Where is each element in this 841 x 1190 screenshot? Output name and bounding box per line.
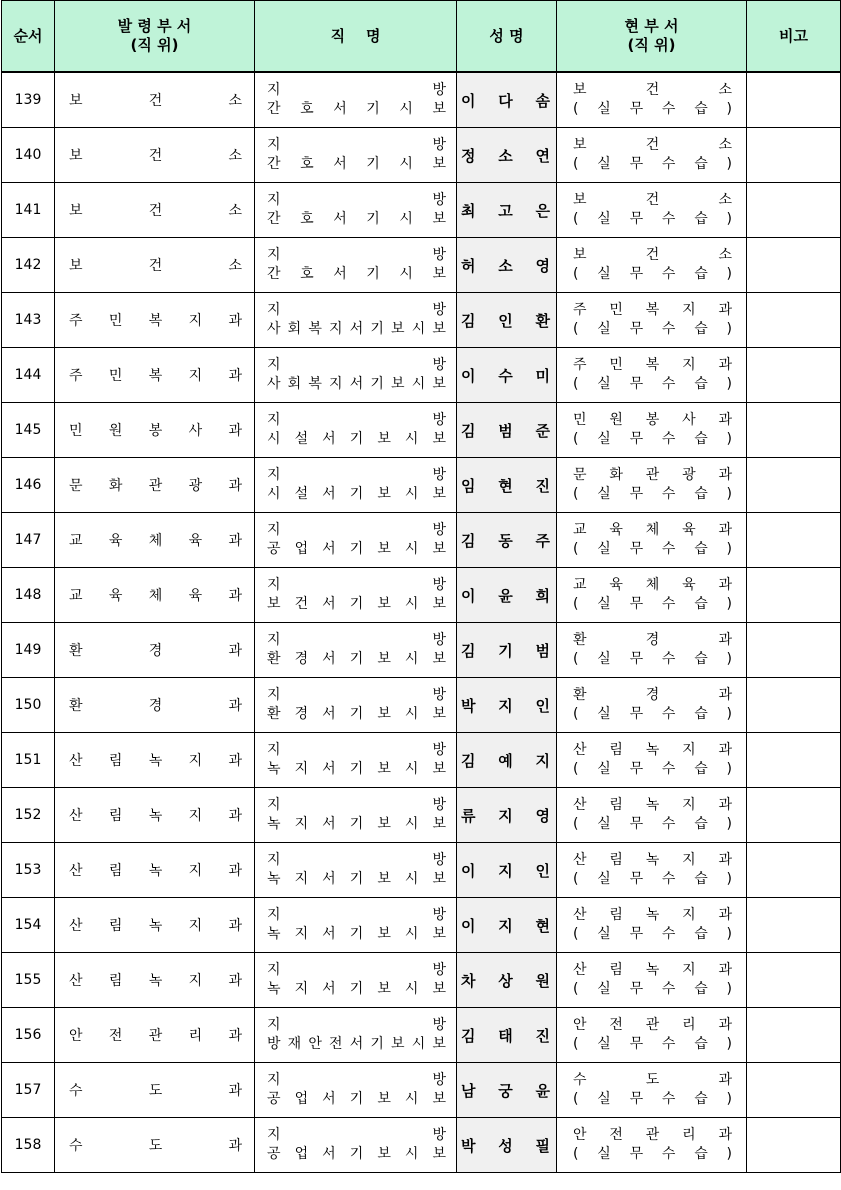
position-title-line1: 지 방 [267, 962, 446, 978]
position-title-line2: 녹 지 서 기 보 시 보 [267, 816, 446, 832]
current-dept-line2: ( 실 무 수 습 ) [573, 596, 732, 612]
person-name [457, 72, 557, 128]
note-cell [747, 348, 841, 403]
position-title [255, 458, 457, 513]
person-name-text: 김 예 지 [461, 751, 550, 770]
current-dept [557, 403, 747, 458]
row-number-text: 140 [14, 147, 42, 163]
note-cell [747, 293, 841, 348]
position-title [255, 238, 457, 293]
table-body [2, 72, 841, 1173]
table-row [2, 293, 841, 348]
position-title-line2: 녹 지 서 기 보 시 보 [267, 761, 446, 777]
note-cell [747, 788, 841, 843]
person-name [457, 293, 557, 348]
issuing-dept-text: 안 전 관 리 과 [69, 1028, 242, 1044]
row-number [2, 1118, 55, 1173]
issuing-dept [55, 733, 255, 788]
row-number [2, 1063, 55, 1118]
row-number [2, 293, 55, 348]
header-name: 성 명 [457, 1, 557, 73]
issuing-dept [55, 72, 255, 128]
note-cell [747, 568, 841, 623]
current-dept-line1: 안 전 관 리 과 [573, 1017, 732, 1033]
header-order: 순서 [2, 1, 55, 73]
position-title-line1: 지 방 [267, 577, 446, 593]
current-dept [557, 678, 747, 733]
row-number-text: 158 [14, 1137, 42, 1153]
current-dept-line2: ( 실 무 수 습 ) [573, 541, 732, 557]
issuing-dept-text: 보 건 소 [69, 93, 242, 109]
row-number [2, 183, 55, 238]
table-row [2, 733, 841, 788]
current-dept [557, 238, 747, 293]
issuing-dept [55, 183, 255, 238]
position-title [255, 623, 457, 678]
position-title-line1: 지 방 [267, 852, 446, 868]
current-dept-line1: 교 육 체 육 과 [573, 577, 732, 593]
current-dept [557, 1008, 747, 1063]
table-row [2, 1118, 841, 1173]
position-title [255, 1008, 457, 1063]
issuing-dept [55, 623, 255, 678]
position-title-line2: 간 호 서 기 시 보 [267, 101, 446, 117]
issuing-dept [55, 458, 255, 513]
row-number-text: 156 [14, 1027, 42, 1043]
row-number-text: 148 [14, 587, 42, 603]
position-title [255, 1118, 457, 1173]
row-number [2, 1008, 55, 1063]
current-dept-line1: 산 림 녹 지 과 [573, 852, 732, 868]
person-name-text: 정 소 연 [461, 146, 550, 165]
position-title-line2: 사 회 복 지 서 기 보 시 보 [267, 376, 446, 392]
position-title-line2: 시 설 서 기 보 시 보 [267, 431, 446, 447]
person-name-text: 최 고 은 [461, 201, 550, 220]
issuing-dept-text: 산 림 녹 지 과 [69, 753, 242, 769]
person-name-text: 이 수 미 [461, 366, 550, 385]
position-title-line1: 지 방 [267, 82, 446, 98]
position-title-line2: 보 건 서 기 보 시 보 [267, 596, 446, 612]
table-row [2, 403, 841, 458]
current-dept-line1: 민 원 봉 사 과 [573, 412, 732, 428]
current-dept [557, 788, 747, 843]
position-title [255, 403, 457, 458]
position-title-line1: 지 방 [267, 137, 446, 153]
current-dept [557, 183, 747, 238]
row-number-text: 151 [14, 752, 42, 768]
position-title-line1: 지 방 [267, 1072, 446, 1088]
row-number-text: 144 [14, 367, 42, 383]
issuing-dept [55, 238, 255, 293]
issuing-dept [55, 293, 255, 348]
person-name [457, 1118, 557, 1173]
current-dept [557, 898, 747, 953]
note-cell [747, 1118, 841, 1173]
person-name [457, 1008, 557, 1063]
row-number [2, 623, 55, 678]
person-name [457, 403, 557, 458]
header-position: 직 명 [255, 1, 457, 73]
position-title-line1: 지 방 [267, 192, 446, 208]
row-number-text: 155 [14, 972, 42, 988]
position-title [255, 733, 457, 788]
row-number [2, 568, 55, 623]
current-dept [557, 458, 747, 513]
position-title-line2: 시 설 서 기 보 시 보 [267, 486, 446, 502]
row-number [2, 898, 55, 953]
position-title-line1: 지 방 [267, 412, 446, 428]
issuing-dept-text: 문 화 관 광 과 [69, 478, 242, 494]
current-dept [557, 1118, 747, 1173]
row-number [2, 72, 55, 128]
current-dept [557, 128, 747, 183]
issuing-dept-text: 수 도 과 [69, 1138, 242, 1154]
current-dept-line1: 보 건 소 [573, 247, 732, 263]
position-title-line2: 환 경 서 기 보 시 보 [267, 651, 446, 667]
person-name-text: 김 기 범 [461, 641, 550, 660]
issuing-dept [55, 843, 255, 898]
current-dept-line2: ( 실 무 수 습 ) [573, 871, 732, 887]
current-dept-line1: 주 민 복 지 과 [573, 302, 732, 318]
current-dept-line1: 문 화 관 광 과 [573, 467, 732, 483]
row-number-text: 150 [14, 697, 42, 713]
note-cell [747, 458, 841, 513]
table-row [2, 348, 841, 403]
issuing-dept-text: 교 육 체 육 과 [69, 533, 242, 549]
row-number-text: 154 [14, 917, 42, 933]
position-title-line1: 지 방 [267, 522, 446, 538]
row-number [2, 953, 55, 1008]
issuing-dept [55, 348, 255, 403]
position-title [255, 513, 457, 568]
issuing-dept-text: 보 건 소 [69, 203, 242, 219]
current-dept-line2: ( 실 무 수 습 ) [573, 651, 732, 667]
position-title-line2: 공 업 서 기 보 시 보 [267, 1146, 446, 1162]
position-title [255, 183, 457, 238]
position-title-line1: 지 방 [267, 247, 446, 263]
table-row [2, 678, 841, 733]
current-dept [557, 733, 747, 788]
current-dept-line2: ( 실 무 수 습 ) [573, 321, 732, 337]
current-dept-line2: ( 실 무 수 습 ) [573, 981, 732, 997]
person-name [457, 788, 557, 843]
position-title-line2: 녹 지 서 기 보 시 보 [267, 981, 446, 997]
person-name [457, 183, 557, 238]
row-number-text: 143 [14, 312, 42, 328]
position-title-line2: 녹 지 서 기 보 시 보 [267, 871, 446, 887]
current-dept-line1: 산 림 녹 지 과 [573, 907, 732, 923]
person-name-text: 차 상 원 [461, 971, 550, 990]
person-name-text: 김 인 환 [461, 311, 550, 330]
table-row [2, 1008, 841, 1063]
row-number-text: 141 [14, 202, 42, 218]
current-dept-line2: ( 실 무 수 습 ) [573, 1036, 732, 1052]
table-row [2, 898, 841, 953]
current-dept-line2: ( 실 무 수 습 ) [573, 1146, 732, 1162]
current-dept-line2: ( 실 무 수 습 ) [573, 816, 732, 832]
position-title-line1: 지 방 [267, 632, 446, 648]
note-cell [747, 403, 841, 458]
current-dept-line2: ( 실 무 수 습 ) [573, 266, 732, 282]
current-dept-line2: ( 실 무 수 습 ) [573, 211, 732, 227]
note-cell [747, 623, 841, 678]
issuing-dept [55, 513, 255, 568]
note-cell [747, 1008, 841, 1063]
position-title [255, 293, 457, 348]
current-dept [557, 568, 747, 623]
current-dept [557, 72, 747, 128]
row-number [2, 678, 55, 733]
person-name [457, 898, 557, 953]
issuing-dept-text: 보 건 소 [69, 148, 242, 164]
issuing-dept-text: 산 림 녹 지 과 [69, 863, 242, 879]
issuing-dept-text: 주 민 복 지 과 [69, 313, 242, 329]
position-title [255, 678, 457, 733]
header-row [2, 1, 841, 73]
note-cell [747, 898, 841, 953]
position-title-line1: 지 방 [267, 1017, 446, 1033]
position-title-line2: 간 호 서 기 시 보 [267, 211, 446, 227]
position-title [255, 788, 457, 843]
current-dept [557, 293, 747, 348]
person-name [457, 128, 557, 183]
current-dept-line1: 보 건 소 [573, 192, 732, 208]
position-title [255, 1063, 457, 1118]
row-number-text: 152 [14, 807, 42, 823]
position-title [255, 568, 457, 623]
current-dept [557, 348, 747, 403]
person-name [457, 953, 557, 1008]
person-name [457, 238, 557, 293]
row-number [2, 513, 55, 568]
table-row [2, 568, 841, 623]
position-title [255, 72, 457, 128]
current-dept-line2: ( 실 무 수 습 ) [573, 926, 732, 942]
current-dept-line1: 산 림 녹 지 과 [573, 742, 732, 758]
current-dept-line2: ( 실 무 수 습 ) [573, 1091, 732, 1107]
current-dept-line2: ( 실 무 수 습 ) [573, 101, 732, 117]
issuing-dept-text: 민 원 봉 사 과 [69, 423, 242, 439]
current-dept-line1: 보 건 소 [573, 82, 732, 98]
table-row [2, 1063, 841, 1118]
table-row [2, 238, 841, 293]
position-title [255, 953, 457, 1008]
person-name [457, 568, 557, 623]
current-dept-line1: 보 건 소 [573, 137, 732, 153]
current-dept [557, 513, 747, 568]
person-name-text: 이 다 솜 [461, 91, 550, 110]
person-name [457, 733, 557, 788]
table-row [2, 788, 841, 843]
table-row [2, 72, 841, 128]
appointment-table [1, 0, 841, 1173]
position-title-line2: 공 업 서 기 보 시 보 [267, 1091, 446, 1107]
issuing-dept [55, 128, 255, 183]
person-name-text: 김 태 진 [461, 1026, 550, 1045]
issuing-dept [55, 1063, 255, 1118]
person-name [457, 458, 557, 513]
position-title-line2: 환 경 서 기 보 시 보 [267, 706, 446, 722]
issuing-dept [55, 953, 255, 1008]
current-dept-line1: 산 림 녹 지 과 [573, 962, 732, 978]
note-cell [747, 678, 841, 733]
row-number [2, 238, 55, 293]
person-name [457, 843, 557, 898]
current-dept [557, 953, 747, 1008]
row-number-text: 147 [14, 532, 42, 548]
issuing-dept-text: 주 민 복 지 과 [69, 368, 242, 384]
person-name [457, 513, 557, 568]
person-name-text: 허 소 영 [461, 256, 550, 275]
note-cell [747, 513, 841, 568]
note-cell [747, 183, 841, 238]
position-title-line1: 지 방 [267, 687, 446, 703]
position-title [255, 128, 457, 183]
issuing-dept-text: 교 육 체 육 과 [69, 588, 242, 604]
row-number [2, 403, 55, 458]
issuing-dept-text: 수 도 과 [69, 1083, 242, 1099]
current-dept-line2: ( 실 무 수 습 ) [573, 376, 732, 392]
position-title-line2: 간 호 서 기 시 보 [267, 266, 446, 282]
position-title-line1: 지 방 [267, 797, 446, 813]
row-number-text: 153 [14, 862, 42, 878]
issuing-dept [55, 898, 255, 953]
row-number [2, 348, 55, 403]
header-issuing-dept: 발 령 부 서 (직 위) [55, 1, 255, 73]
issuing-dept-text: 보 건 소 [69, 258, 242, 274]
position-title-line1: 지 방 [267, 357, 446, 373]
position-title-line1: 지 방 [267, 742, 446, 758]
current-dept-line1: 산 림 녹 지 과 [573, 797, 732, 813]
header-note: 비고 [747, 1, 841, 73]
table-row [2, 458, 841, 513]
current-dept-line2: ( 실 무 수 습 ) [573, 706, 732, 722]
row-number [2, 128, 55, 183]
issuing-dept-text: 산 림 녹 지 과 [69, 973, 242, 989]
position-title [255, 843, 457, 898]
person-name-text: 김 범 준 [461, 421, 550, 440]
person-name-text: 박 성 필 [461, 1136, 550, 1155]
position-title-line1: 지 방 [267, 302, 446, 318]
row-number-text: 145 [14, 422, 42, 438]
current-dept-line1: 환 경 과 [573, 632, 732, 648]
issuing-dept [55, 1008, 255, 1063]
current-dept [557, 623, 747, 678]
table-row [2, 128, 841, 183]
table-row [2, 843, 841, 898]
current-dept-line1: 수 도 과 [573, 1072, 732, 1088]
position-title [255, 348, 457, 403]
position-title-line2: 사 회 복 지 서 기 보 시 보 [267, 321, 446, 337]
row-number-text: 157 [14, 1082, 42, 1098]
person-name [457, 678, 557, 733]
position-title-line1: 지 방 [267, 1127, 446, 1143]
position-title-line1: 지 방 [267, 467, 446, 483]
current-dept-line2: ( 실 무 수 습 ) [573, 156, 732, 172]
current-dept [557, 1063, 747, 1118]
current-dept-line1: 교 육 체 육 과 [573, 522, 732, 538]
current-dept-line1: 주 민 복 지 과 [573, 357, 732, 373]
person-name [457, 348, 557, 403]
person-name-text: 이 지 현 [461, 916, 550, 935]
issuing-dept [55, 403, 255, 458]
person-name-text: 이 윤 희 [461, 586, 550, 605]
position-title-line2: 공 업 서 기 보 시 보 [267, 541, 446, 557]
issuing-dept-text: 산 림 녹 지 과 [69, 808, 242, 824]
person-name [457, 623, 557, 678]
table-row [2, 623, 841, 678]
note-cell [747, 1063, 841, 1118]
note-cell [747, 238, 841, 293]
person-name-text: 류 지 영 [461, 806, 550, 825]
row-number-text: 146 [14, 477, 42, 493]
note-cell [747, 72, 841, 128]
current-dept-line1: 환 경 과 [573, 687, 732, 703]
issuing-dept [55, 788, 255, 843]
note-cell [747, 128, 841, 183]
issuing-dept [55, 1118, 255, 1173]
current-dept [557, 843, 747, 898]
row-number [2, 843, 55, 898]
row-number-text: 142 [14, 257, 42, 273]
position-title [255, 898, 457, 953]
position-title-line2: 방 재 안 전 서 기 보 시 보 [267, 1036, 446, 1052]
person-name-text: 이 지 인 [461, 861, 550, 880]
current-dept-line2: ( 실 무 수 습 ) [573, 486, 732, 502]
table-row [2, 513, 841, 568]
person-name-text: 임 현 진 [461, 476, 550, 495]
issuing-dept-text: 산 림 녹 지 과 [69, 918, 242, 934]
row-number [2, 458, 55, 513]
row-number [2, 788, 55, 843]
person-name-text: 김 동 주 [461, 531, 550, 550]
note-cell [747, 953, 841, 1008]
header-current-dept: 현 부 서 (직 위) [557, 1, 747, 73]
current-dept-line2: ( 실 무 수 습 ) [573, 761, 732, 777]
person-name-text: 박 지 인 [461, 696, 550, 715]
table-row [2, 183, 841, 238]
row-number-text: 139 [14, 92, 42, 108]
issuing-dept [55, 568, 255, 623]
row-number [2, 733, 55, 788]
person-name-text: 남 궁 윤 [461, 1081, 550, 1100]
current-dept-line2: ( 실 무 수 습 ) [573, 431, 732, 447]
row-number-text: 149 [14, 642, 42, 658]
position-title-line2: 녹 지 서 기 보 시 보 [267, 926, 446, 942]
position-title-line1: 지 방 [267, 907, 446, 923]
note-cell [747, 843, 841, 898]
current-dept-line1: 안 전 관 리 과 [573, 1127, 732, 1143]
note-cell [747, 733, 841, 788]
person-name [457, 1063, 557, 1118]
issuing-dept-text: 환 경 과 [69, 698, 242, 714]
table-row [2, 953, 841, 1008]
issuing-dept [55, 678, 255, 733]
position-title-line2: 간 호 서 기 시 보 [267, 156, 446, 172]
issuing-dept-text: 환 경 과 [69, 643, 242, 659]
